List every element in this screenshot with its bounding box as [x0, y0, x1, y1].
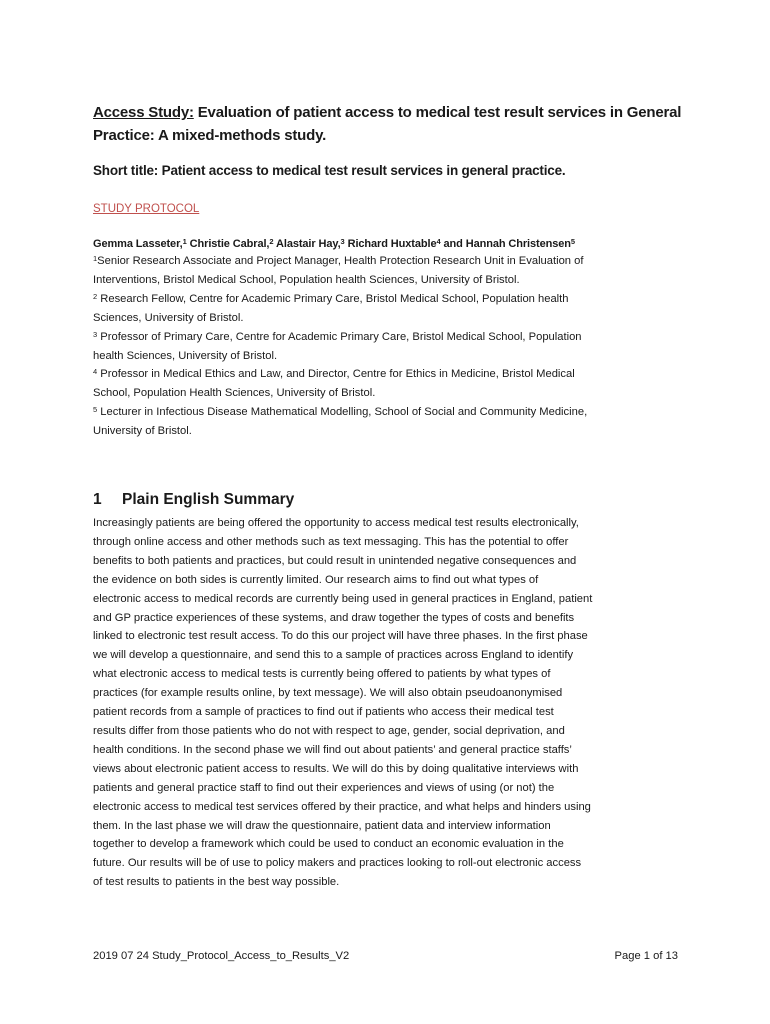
affiliation: $^4$ Professor in Medical Ethics and Law, and Director, Centre for Ethics in Medicine, Bristol Medical School, Population Health Sciences, University of Bristol. — [93, 367, 575, 400]
summary-line: electronic access to medical records are currently being used in general practices in England, patient — [93, 592, 593, 605]
study-protocol-label: STUDY PROTOCOL — [93, 203, 200, 215]
affiliation: $^5$ Lecturer in Infectious Disease Mathematical Modelling, School of Social and Community Medicine, University of Bristol. — [93, 405, 588, 438]
summary-line: them. In the last phase we will draw the questionnaire, patient data and interview information — [93, 819, 551, 832]
affiliation: $^1$Senior Research Associate and Project Manager, Health Protection Research Unit in Evaluation of Interventions, Bristol Medical School, Population health Sciences, University of Bristol. — [93, 254, 584, 286]
summary-line: the evidence on both sides is currently limited. Our research aims to find out what types of — [93, 573, 539, 586]
section-heading — [93, 489, 294, 511]
author: Richard Huxtable$^4$ and — [347, 237, 466, 250]
summary-line: future. Our results will be of use to policy makers and practices looking to roll-out electronic access — [93, 857, 582, 870]
summary-line: Increasingly patients are being offered the opportunity to access medical test results electronically, — [93, 517, 579, 529]
summary-line: together to develop a framework which could be used to conduct an economic evaluation in the — [93, 838, 564, 851]
summary-line: and GP practice experiences of these systems, and draw together the types of costs and benefits — [93, 611, 575, 624]
footer-page-number: Page 1 of 13 — [614, 950, 678, 962]
summary-line: what electronic access to medical tests is currently being offered to patients by what types of — [93, 668, 551, 681]
author: Gemma Lasseter,$^1$ — [93, 237, 187, 250]
summary-line: patient records from a sample of practices to find out if patients who access their medical test — [93, 706, 554, 719]
summary-line: practices (for example results online, by text message). We will also obtain pseudoanonymised — [93, 687, 563, 700]
title-text: Evaluation of patient access to medical test result services in General Practice: A mixed-methods study. — [93, 104, 682, 144]
footer-filename: 2019 07 24 Study_Protocol_Access_to_Results_V2 — [93, 950, 350, 962]
author: Alastair Hay,$^3$ — [276, 237, 345, 250]
summary-line: patients and general practice staff to find out their experiences and views of using (or not) the — [93, 781, 555, 794]
author: Hannah Christensen$^5$ — [465, 237, 575, 250]
summary-line: health conditions. In the second phase we will find out about patients’ and general practice staffs’ — [93, 743, 572, 756]
summary-line: results differ from those patients who do not with respect to age, gender, social deprivation, and — [93, 724, 565, 737]
affiliation: $^2$ Research Fellow, Centre for Academic Primary Care, Bristol Medical School, Population health Sciences, University of Bristol. — [93, 291, 569, 324]
summary-line: linked to electronic test result access. To do this our project will have three phases. In the first phase — [93, 630, 588, 643]
affiliation-list — [93, 252, 683, 441]
affiliation: $^3$ Professor of Primary Care, Centre for Academic Primary Care, Bristol Medical School, Population health Sciences, University of Bristol. — [93, 329, 582, 362]
summary-line: through online access and other methods such as text messaging. This has the potential to offer — [93, 535, 569, 548]
summary-paragraph — [93, 514, 683, 892]
summary-line: benefits to both patients and practices, but could result in unintended negative consequences and — [93, 554, 577, 567]
section-title: Plain English Summary — [122, 491, 295, 508]
title-label: Access Study: — [93, 104, 194, 121]
summary-line: views about electronic patient access to results. We will do this by doing qualitative interviews with — [93, 762, 579, 775]
summary-line: we will develop a questionnaire, and send this to a sample of practices across England to identify — [93, 649, 574, 662]
short-title: Short title: Patient access to medical test result services in general practice. — [93, 163, 566, 178]
section-number: 1 — [93, 491, 102, 508]
summary-line: electronic access to medical test services offered by their practice, and what helps and hinders using — [93, 800, 591, 813]
document-title — [93, 101, 693, 147]
author-list — [93, 236, 575, 252]
summary-line: of test results to patients in the best way possible. — [93, 876, 340, 889]
author: Christie Cabral,$^2$ — [189, 237, 274, 250]
